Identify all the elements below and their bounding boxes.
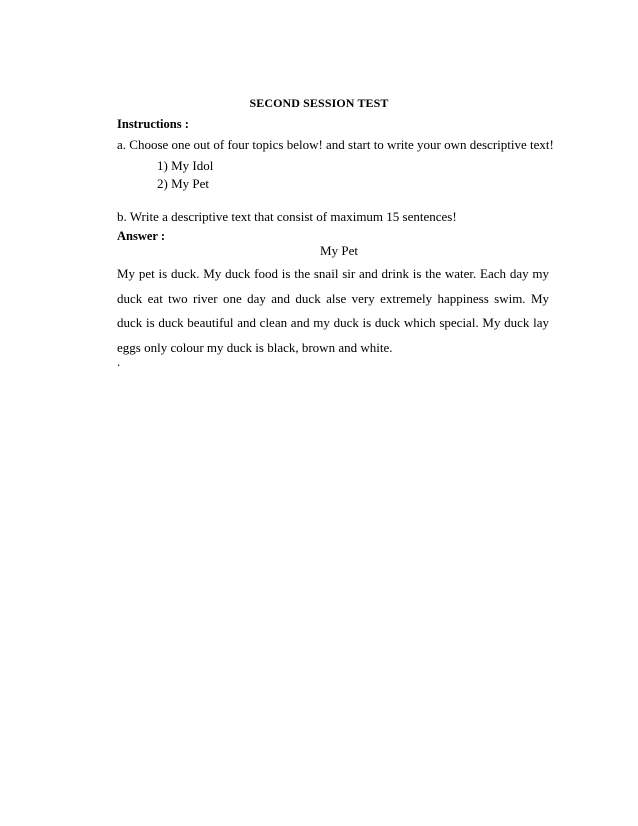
topic-item: 2) My Pet xyxy=(157,176,209,191)
topic-item: 1) My Idol xyxy=(157,158,214,173)
instructions-label: Instructions : xyxy=(117,117,189,131)
instruction-b: b. Write a descriptive text that consist of maximum 15 sentences! xyxy=(117,209,457,224)
answer-title: My Pet xyxy=(320,243,358,258)
trailing-mark: . xyxy=(117,354,121,369)
page-title: SECOND SESSION TEST xyxy=(249,96,389,110)
answer-label: Answer : xyxy=(117,229,166,243)
answer-paragraph: My pet is duck. My duck food is the snail sir and drink is the water. Each day my duck eat two river one day and duck alse very extremely happiness swim. My duck is duck beautiful and clean and my duck is duck which special. My duck lay eggs only colour my duck is black, brown and white. xyxy=(117,266,549,355)
instruction-a: a. Choose one out of four topics below! and start to write your own descriptive text! xyxy=(117,137,554,152)
